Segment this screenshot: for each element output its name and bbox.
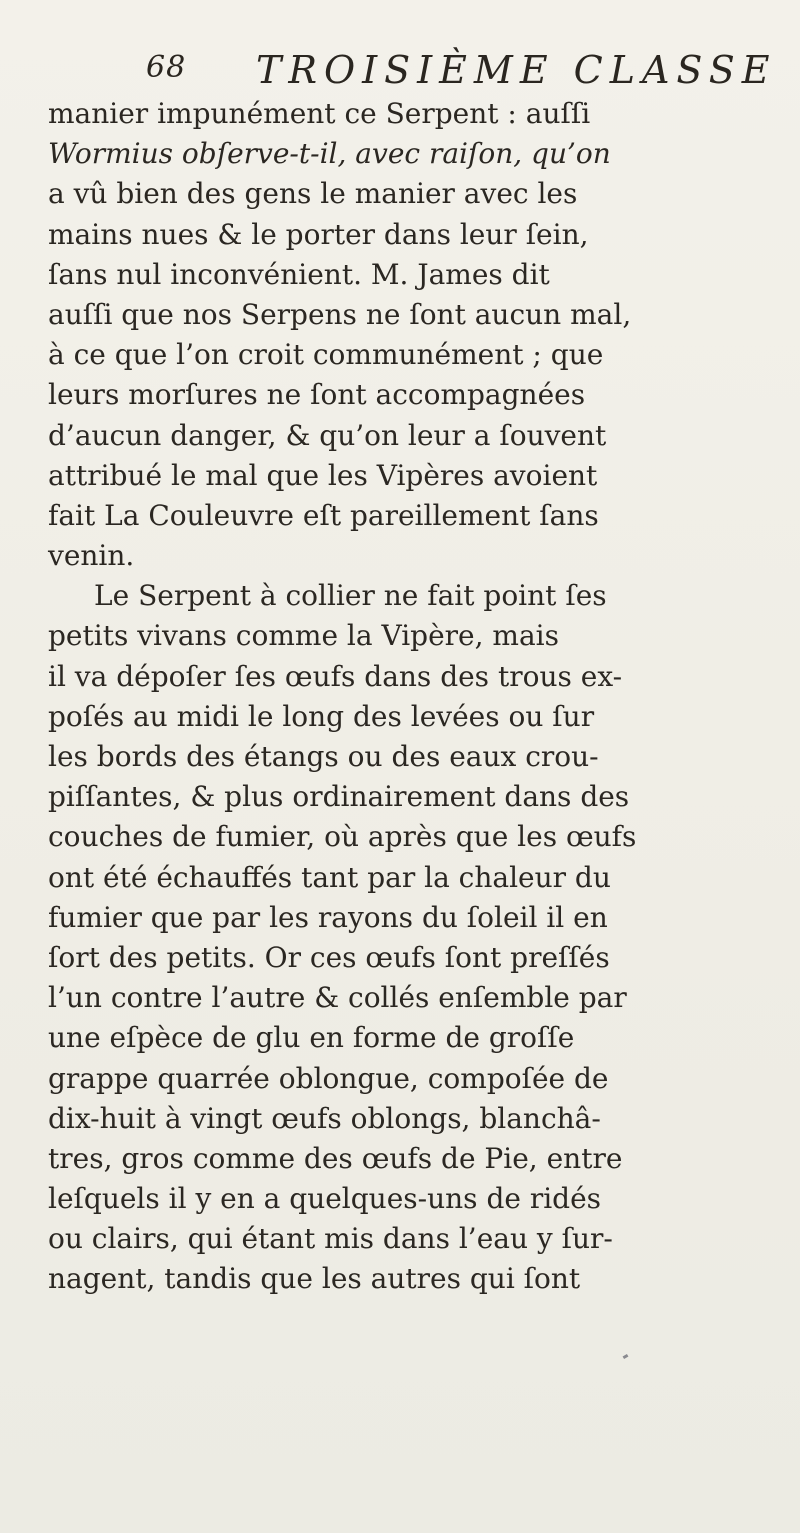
text-line: ont été échauffés tant par la chaleur du: [48, 860, 611, 894]
text-line: l’un contre l’autre & collés enſemble par: [48, 981, 627, 1015]
text-line: ou clairs, qui étant mis dans l’eau y ſur-: [48, 1222, 613, 1256]
text-line: Wormius obſerve-t-il, avec raiſon, qu’on: [48, 137, 611, 171]
text-line: mains nues & le porter dans leur ſein,: [48, 217, 589, 251]
text-line: à ce que l’on croit communément ; que: [48, 338, 604, 372]
text-line: venin.: [48, 539, 135, 573]
text-line: fait La Couleuvre eſt pareillement ſans: [48, 498, 599, 532]
text-line: a vû bien des gens le manier avec les: [48, 177, 578, 211]
text-line: leſquels il y en a quelques-uns de ridés: [48, 1182, 602, 1216]
text-line: d’aucun danger, & qu’on leur a ſouvent: [48, 418, 607, 452]
running-head: TROISIÈME CLASSE: [256, 48, 777, 92]
text-line: piſſantes, & plus ordinairement dans des: [48, 780, 630, 814]
text-line: attribué le mal que les Vipères avoient: [48, 458, 598, 492]
text-line: auſſi que nos Serpens ne ſont aucun mal,: [48, 297, 632, 331]
text-line: nagent, tandis que les autres qui ſont: [48, 1262, 581, 1296]
text-line: leurs morſures ne ſont accompagnées: [48, 378, 586, 412]
text-line: fumier que par les rayons du ſoleil il en: [48, 900, 608, 934]
ink-speck: [623, 1354, 629, 1359]
text-line: il va dépoſer ſes œufs dans des trous ex-: [48, 659, 623, 693]
text-line: grappe quarrée oblongue, compoſée de: [48, 1061, 609, 1095]
text-line: poſés au midi le long des levées ou ſur: [48, 699, 595, 733]
text-line: couches de fumier, où après que les œufs: [48, 820, 637, 854]
text-line: tres, gros comme des œufs de Pie, entre: [48, 1141, 623, 1175]
text-line: petits vivans comme la Vipère, mais: [48, 619, 559, 653]
text-line: manier impunément ce Serpent : auſſi: [48, 97, 591, 130]
text-line: les bords des étangs ou des eaux crou-: [48, 740, 599, 773]
text-line: une eſpèce de glu en forme de groſſe: [48, 1021, 575, 1055]
page-number: 68: [146, 50, 187, 85]
text-line: ſans nul inconvénient. M. James dit: [48, 257, 550, 291]
text-line: ſort des petits. Or ces œufs ſont preſſés: [48, 940, 610, 974]
body-text: [48, 94, 778, 1300]
page-header: [138, 48, 778, 94]
text-line: Le Serpent à collier ne fait point ſes: [94, 579, 607, 613]
text-line: dix-huit à vingt œufs oblongs, blanchâ-: [48, 1101, 601, 1135]
